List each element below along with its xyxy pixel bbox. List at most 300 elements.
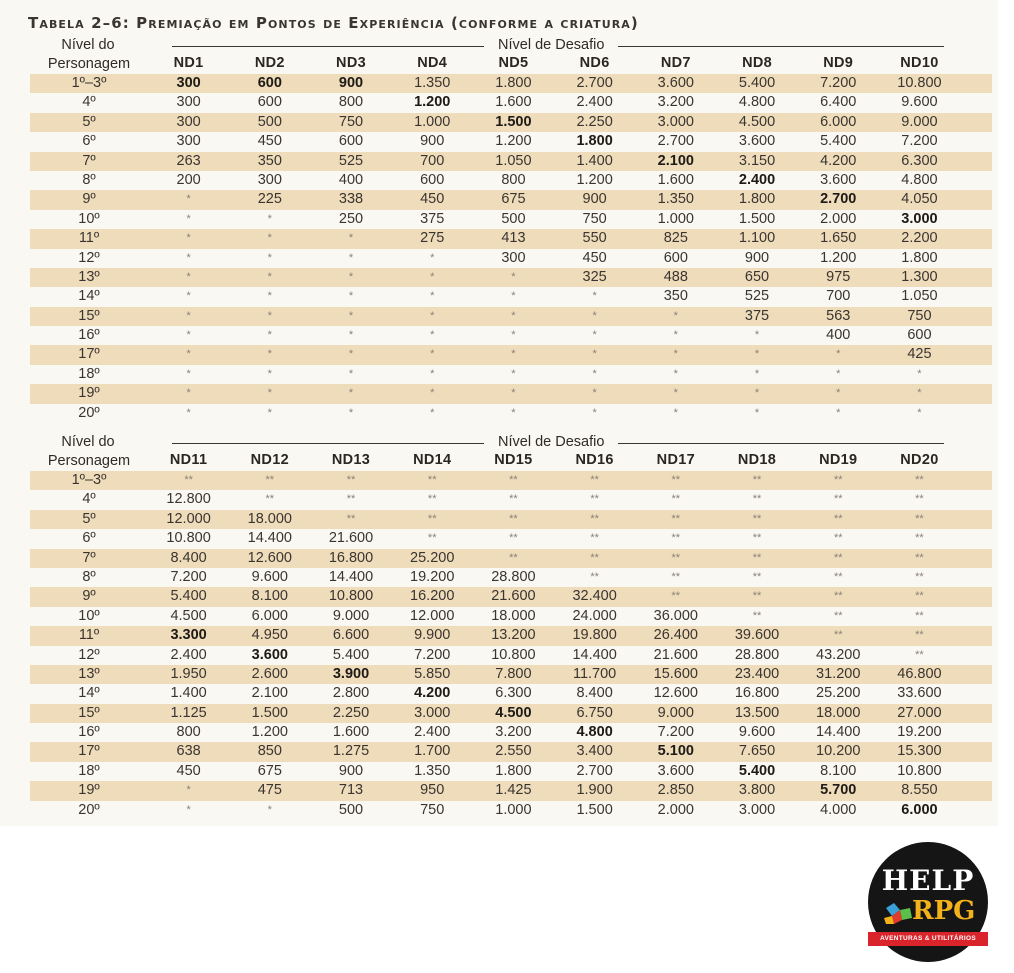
xp-cell: 1.500 [576, 801, 613, 818]
xp-cell: ** [509, 474, 518, 486]
xp-cell: ** [590, 570, 599, 583]
character-level: 8º [82, 171, 96, 188]
xp-cell: * [186, 406, 191, 419]
xp-cell: 1.650 [820, 230, 857, 247]
xp-cell: * [511, 309, 516, 322]
column-header-nd13: ND13 [331, 452, 371, 468]
xp-cell: 325 [582, 268, 607, 285]
xp-cell: 1.800 [576, 133, 613, 150]
xp-cell: 1.350 [414, 762, 451, 779]
xp-cell: 1.800 [495, 75, 532, 91]
xp-cell: 2.250 [576, 113, 613, 130]
xp-cell: * [186, 232, 191, 245]
xp-table-nd11-nd20 [30, 433, 992, 820]
xp-cell: 1.125 [170, 704, 207, 721]
xp-cell: 3.300 [170, 627, 207, 644]
xp-cell: 300 [501, 249, 526, 266]
character-level: 10º [78, 210, 100, 227]
table-row [30, 490, 992, 509]
xp-cell: 6.600 [332, 627, 370, 644]
character-level: 7º [82, 549, 96, 566]
xp-cell: 900 [420, 133, 445, 150]
xp-cell: 4.800 [738, 94, 776, 111]
xp-cell: 1.000 [657, 210, 694, 227]
table-row [30, 762, 992, 781]
xp-cell: 4.000 [820, 801, 857, 818]
xp-cell: * [917, 387, 922, 400]
xp-cell: 7.200 [170, 568, 207, 585]
xp-cell: * [511, 367, 516, 380]
xp-cell: 375 [420, 210, 445, 227]
xp-cell: 3.900 [332, 665, 370, 682]
xp-cell: * [348, 387, 354, 400]
xp-cell: 9.900 [414, 627, 451, 644]
character-level: 11º [78, 230, 100, 247]
xp-cell: ** [752, 551, 762, 564]
xp-cell: * [267, 290, 272, 303]
xp-cell: ** [671, 551, 681, 564]
xp-cell: 413 [501, 230, 526, 247]
xp-cell: ** [671, 590, 681, 603]
xp-cell: 10.800 [897, 762, 942, 779]
table-body [30, 471, 992, 820]
xp-cell: * [186, 193, 191, 206]
xp-cell: 24.000 [572, 607, 617, 624]
xp-cell: ** [671, 512, 681, 525]
xp-cell: ** [590, 551, 599, 564]
character-level: 16º [78, 327, 100, 344]
table-row [30, 229, 992, 248]
xp-cell: 9.600 [901, 94, 938, 111]
character-level: 18º [78, 365, 100, 382]
character-level: 6º [82, 133, 96, 150]
character-level: 4º [82, 491, 96, 508]
xp-cell: * [673, 367, 678, 380]
xp-cell: * [430, 406, 435, 419]
xp-cell: 300 [176, 113, 201, 130]
xp-cell: 12.600 [247, 549, 292, 566]
xp-cell: 675 [501, 191, 526, 208]
xp-cell: 275 [420, 230, 445, 247]
xp-cell: * [836, 367, 841, 380]
character-level: 12º [78, 249, 100, 266]
xp-cell: ** [915, 493, 924, 506]
xp-cell: 800 [501, 171, 526, 188]
character-level: 1º–3º [71, 75, 107, 91]
character-level: 4º [82, 94, 96, 111]
table-row [30, 684, 992, 703]
table-row [30, 152, 992, 171]
column-header-nd2: ND2 [254, 55, 285, 71]
table-row [30, 132, 992, 151]
table-row [30, 113, 992, 132]
table-row [30, 568, 992, 587]
xp-cell: 600 [338, 133, 364, 150]
xp-cell: ** [671, 532, 681, 545]
xp-cell: 7.200 [820, 75, 857, 91]
xp-cell: 263 [176, 152, 201, 169]
xp-cell: * [430, 290, 435, 303]
xp-cell: 4.050 [901, 191, 938, 208]
xp-cell: * [186, 309, 191, 322]
character-level: 6º [82, 530, 96, 547]
xp-cell: * [267, 329, 272, 342]
xp-cell: ** [671, 474, 681, 486]
xp-cell: 2.700 [576, 762, 613, 779]
xp-cell: 900 [338, 75, 364, 91]
xp-cell: 3.150 [738, 152, 776, 169]
xp-cell: * [754, 348, 760, 361]
xp-cell: 400 [338, 171, 364, 188]
xp-cell: 2.600 [251, 665, 288, 682]
dice-icon [882, 900, 914, 926]
xp-cell: 8.400 [170, 549, 207, 566]
xp-cell: 11.700 [572, 665, 617, 682]
xp-cell: * [511, 270, 516, 283]
xp-cell: 3.400 [576, 743, 613, 760]
table-row [30, 171, 992, 190]
challenge-level-header: Nível de Desafio [484, 434, 618, 450]
xp-cell: * [348, 348, 354, 361]
xp-cell: 1.600 [657, 171, 694, 188]
xp-cell: 638 [176, 743, 201, 760]
xp-cell: * [186, 348, 191, 361]
xp-cell: 2.000 [820, 210, 857, 227]
xp-cell: 650 [744, 268, 770, 285]
xp-cell: 4.800 [576, 724, 613, 741]
xp-cell: 3.200 [657, 94, 694, 111]
table-row [30, 801, 992, 820]
xp-cell: 6.750 [576, 704, 613, 721]
xp-cell: ** [346, 474, 356, 486]
xp-cell: 1.350 [414, 75, 451, 91]
xp-cell: 250 [338, 210, 364, 227]
character-level: 17º [78, 346, 100, 363]
xp-cell: 200 [176, 171, 201, 188]
xp-cell: * [673, 309, 678, 322]
xp-cell: * [754, 387, 760, 400]
xp-cell: 19.200 [410, 568, 455, 585]
xp-cell: 525 [338, 152, 364, 169]
xp-cell: * [592, 329, 597, 342]
xp-cell: ** [915, 570, 924, 583]
xp-cell: 300 [176, 94, 201, 111]
xp-cell: 1.050 [901, 288, 938, 305]
xp-cell: 4.500 [170, 607, 207, 624]
xp-cell: 1.500 [495, 113, 532, 130]
xp-cell: * [186, 387, 191, 400]
xp-cell: * [186, 329, 191, 342]
character-level: 13º [78, 268, 100, 285]
xp-cell: 4.950 [251, 627, 288, 644]
table-row [30, 326, 992, 345]
xp-cell: 713 [338, 782, 364, 799]
character-level: 16º [78, 724, 100, 741]
xp-cell: ** [833, 474, 843, 486]
xp-cell: ** [752, 512, 762, 525]
xp-cell: 500 [338, 801, 364, 818]
xp-cell: ** [509, 512, 518, 525]
table-row [30, 781, 992, 800]
xp-cell: 15.600 [653, 665, 698, 682]
logo-tagline: AVENTURAS & UTILITÁRIOS [868, 932, 988, 946]
xp-cell: 450 [420, 191, 445, 208]
xp-cell: ** [509, 493, 518, 506]
xp-cell: 10.800 [491, 646, 536, 663]
xp-cell: 32.400 [572, 588, 617, 605]
xp-cell: 700 [420, 152, 445, 169]
column-header-nd19: ND19 [819, 452, 858, 468]
xp-cell: 425 [907, 346, 932, 363]
table-row [30, 210, 992, 229]
xp-cell: 975 [826, 268, 851, 285]
xp-cell: * [267, 367, 272, 380]
xp-cell: * [754, 406, 760, 419]
xp-cell: 1.900 [576, 782, 613, 799]
character-level: 1º–3º [71, 472, 107, 488]
xp-cell: ** [427, 493, 437, 506]
xp-cell: 8.100 [820, 762, 857, 779]
table-header [30, 433, 992, 471]
xp-cell: 2.000 [657, 801, 694, 818]
xp-cell: 2.100 [657, 152, 694, 169]
column-header-nd8: ND8 [742, 55, 772, 71]
xp-cell: * [430, 348, 435, 361]
xp-cell: 9.600 [738, 724, 776, 741]
xp-cell: * [673, 387, 678, 400]
level-header-line2: Personagem [47, 56, 131, 72]
xp-cell: 31.200 [816, 665, 861, 682]
xp-cell: * [754, 329, 760, 342]
level-header-line2: Personagem [47, 453, 131, 469]
xp-cell: 350 [257, 152, 282, 169]
xp-cell: 800 [176, 724, 201, 741]
xp-cell: ** [915, 551, 924, 564]
column-header-nd15: ND15 [494, 452, 533, 468]
xp-cell: 26.400 [653, 627, 698, 644]
xp-cell: 6.000 [820, 113, 857, 130]
xp-cell: * [430, 367, 435, 380]
xp-cell: 10.800 [166, 530, 211, 547]
xp-cell: 39.600 [734, 627, 780, 644]
table-row [30, 549, 992, 568]
xp-cell: ** [752, 609, 762, 622]
xp-cell: 3.600 [657, 75, 694, 91]
xp-cell: ** [833, 551, 843, 564]
xp-cell: 563 [826, 307, 851, 324]
xp-cell: * [430, 387, 435, 400]
character-level: 14º [78, 685, 100, 702]
xp-cell: ** [265, 474, 275, 486]
table-row [30, 345, 992, 364]
xp-cell: 33.600 [897, 685, 942, 702]
xp-cell: * [592, 406, 597, 419]
xp-cell: * [186, 251, 191, 264]
xp-cell: 1.800 [738, 191, 776, 208]
xp-cell: ** [915, 532, 924, 545]
xp-cell: 3.000 [738, 801, 776, 818]
xp-cell: * [267, 406, 272, 419]
xp-cell: * [592, 290, 597, 303]
table-row [30, 404, 992, 423]
xp-cell: 6.000 [901, 801, 938, 818]
column-header-nd5: ND5 [498, 55, 529, 71]
logo-rpg-text: RPG [912, 896, 976, 926]
xp-cell: 2.100 [251, 685, 288, 702]
xp-cell: 2.400 [170, 646, 207, 663]
xp-cell: * [673, 329, 678, 342]
xp-cell: * [673, 348, 678, 361]
column-headers [148, 452, 960, 468]
xp-cell: * [186, 212, 191, 225]
xp-cell: 7.650 [738, 743, 776, 760]
table-row [30, 742, 992, 761]
xp-cell: 900 [744, 249, 770, 266]
xp-cell: 3.600 [251, 646, 288, 663]
xp-cell: 2.700 [657, 133, 694, 150]
xp-cell: 9.600 [251, 568, 288, 585]
xp-cell: 2.700 [576, 75, 613, 91]
xp-cell: 2.200 [901, 230, 938, 247]
table-row [30, 268, 992, 287]
table-row [30, 646, 992, 665]
xp-cell: * [592, 309, 597, 322]
xp-cell: 36.000 [653, 607, 698, 624]
table-row [30, 665, 992, 684]
xp-cell: 12.800 [166, 491, 211, 508]
xp-cell: 700 [826, 288, 851, 305]
column-header-nd18: ND18 [737, 452, 777, 468]
xp-cell: 28.800 [734, 646, 780, 663]
xp-cell: 1.600 [332, 724, 370, 741]
xp-cell: 750 [338, 113, 364, 130]
xp-cell: ** [752, 474, 762, 486]
xp-cell: ** [915, 609, 924, 622]
xp-cell: * [430, 270, 435, 283]
xp-cell: * [511, 329, 516, 342]
xp-cell: * [511, 348, 516, 361]
xp-cell: 4.200 [414, 685, 451, 702]
xp-cell: 300 [176, 75, 201, 91]
xp-cell: 21.600 [653, 646, 698, 663]
xp-cell: 8.550 [901, 782, 938, 799]
xp-cell: 3.000 [657, 113, 694, 130]
xp-cell: * [836, 387, 841, 400]
level-header-line1: Nível do [61, 434, 115, 450]
character-level: 7º [82, 152, 96, 169]
xp-cell: 6.400 [820, 94, 857, 111]
xp-cell: 43.200 [816, 646, 861, 663]
xp-cell: 19.200 [897, 724, 942, 741]
xp-cell: 1.050 [495, 152, 532, 169]
xp-cell: * [430, 309, 435, 322]
xp-cell: 450 [582, 249, 607, 266]
column-header-nd9: ND9 [823, 55, 854, 71]
xp-cell: * [348, 406, 354, 419]
xp-cell: * [511, 387, 516, 400]
xp-cell: ** [427, 512, 437, 525]
xp-cell: * [836, 348, 841, 361]
xp-cell: 900 [338, 762, 364, 779]
xp-cell: 3.600 [820, 171, 857, 188]
xp-cell: 850 [257, 743, 282, 760]
xp-cell: 488 [663, 268, 688, 285]
table-header [30, 36, 992, 74]
xp-cell: 4.800 [901, 171, 938, 188]
xp-cell: 1.200 [495, 133, 532, 150]
xp-cell: * [511, 290, 516, 303]
xp-cell: 7.200 [657, 724, 694, 741]
xp-cell: 46.800 [897, 665, 942, 682]
xp-cell: ** [833, 590, 843, 603]
xp-cell: * [348, 270, 354, 283]
table-row [30, 307, 992, 326]
xp-cell: 600 [257, 94, 282, 111]
xp-cell: 5.400 [738, 762, 776, 779]
column-header-nd17: ND17 [656, 452, 695, 468]
xp-cell: * [267, 348, 272, 361]
table-row [30, 471, 992, 490]
xp-cell: ** [915, 648, 924, 661]
column-header-nd10: ND10 [900, 55, 939, 71]
xp-cell: 4.500 [738, 113, 776, 130]
xp-cell: * [267, 309, 272, 322]
xp-cell: 1.300 [901, 268, 938, 285]
xp-cell: 1.275 [332, 743, 370, 760]
xp-cell: * [348, 290, 354, 303]
xp-cell: 2.850 [657, 782, 694, 799]
xp-cell: 18.000 [816, 704, 861, 721]
xp-cell: 338 [338, 191, 364, 208]
character-level: 11º [78, 627, 100, 644]
xp-cell: 900 [582, 191, 607, 208]
xp-cell: 3.600 [738, 133, 776, 150]
xp-cell: * [592, 348, 597, 361]
xp-cell: ** [346, 493, 356, 506]
xp-cell: * [348, 329, 354, 342]
character-level: 20º [78, 801, 100, 818]
xp-cell: 14.400 [572, 646, 617, 663]
xp-cell: 5.850 [414, 665, 451, 682]
xp-cell: ** [590, 512, 599, 525]
xp-cell: 1.500 [738, 210, 776, 227]
xp-cell: 9.000 [332, 607, 370, 624]
xp-cell: 18.000 [491, 607, 536, 624]
xp-cell: 3.000 [414, 704, 451, 721]
xp-cell: 1.000 [495, 801, 532, 818]
xp-cell: 8.100 [251, 588, 288, 605]
column-header-nd14: ND14 [413, 452, 452, 468]
character-level: 15º [78, 704, 100, 721]
xp-cell: 1.400 [170, 685, 207, 702]
xp-cell: 950 [420, 782, 445, 799]
level-header-line1: Nível do [61, 37, 115, 53]
xp-cell: 21.600 [491, 588, 536, 605]
xp-cell: * [592, 367, 597, 380]
character-level: 10º [78, 607, 100, 624]
xp-cell: 7.200 [901, 133, 938, 150]
xp-cell: * [348, 232, 354, 245]
character-level: 18º [78, 762, 100, 779]
xp-cell: ** [671, 493, 681, 506]
xp-cell: ** [915, 474, 924, 486]
xp-cell: 2.800 [332, 685, 370, 702]
xp-table-nd1-nd10 [30, 36, 992, 423]
table-row [30, 607, 992, 626]
xp-cell: ** [509, 532, 518, 545]
xp-cell: ** [590, 493, 599, 506]
column-header-nd3: ND3 [336, 55, 366, 71]
